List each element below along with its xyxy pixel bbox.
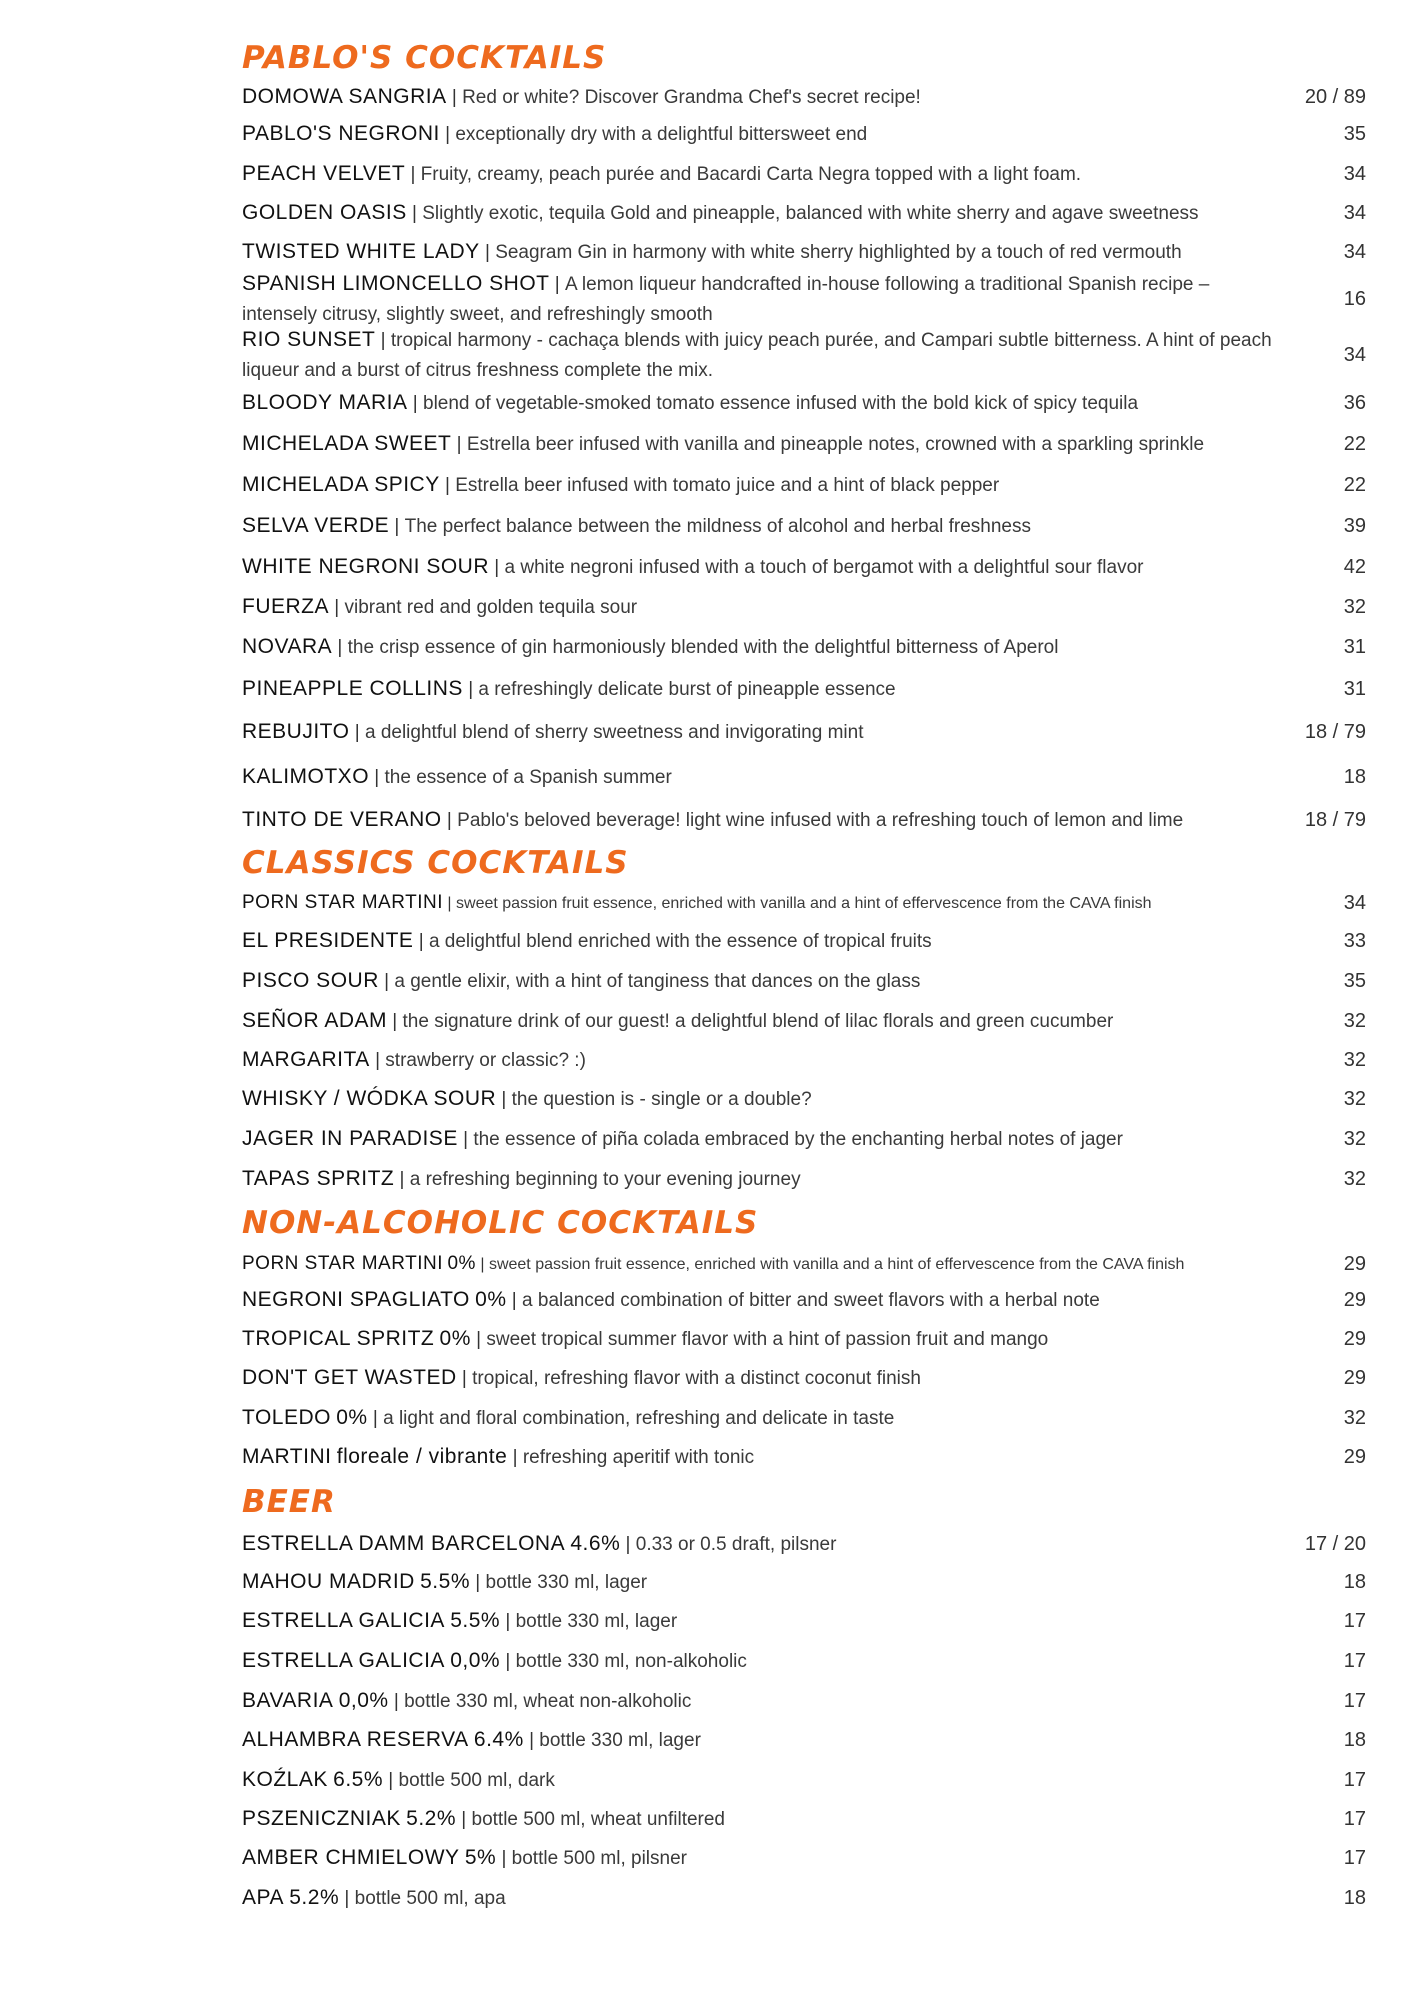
item-description: tropical harmony - cachaça blends with juicy peach purée, and Campari subtle bitterness. A hint of peach liqueur and a burst of citrus freshness complete the mix. <box>242 330 1272 381</box>
item-description: a balanced combination of bitter and sweet flavors with a herbal note <box>522 1290 1100 1311</box>
separator: | <box>339 1887 355 1909</box>
menu-item <box>242 1562 1372 1602</box>
item-description: a light and floral combination, refreshing and delicate in taste <box>383 1407 895 1429</box>
item-name: BLOODY MARIA <box>242 391 408 414</box>
item-price: 18 <box>1343 766 1366 788</box>
item-name: JAGER IN PARADISE <box>242 1126 458 1150</box>
item-text <box>242 762 1286 793</box>
item-price: 32 <box>1343 1088 1366 1110</box>
item-description: 0.33 or 0.5 draft, pilsner <box>635 1534 837 1555</box>
item-price: 31 <box>1343 677 1366 700</box>
menu-item <box>242 1041 1372 1080</box>
item-price: 17 / 20 <box>1304 1533 1366 1555</box>
menu-item <box>242 627 1372 668</box>
item-text <box>242 1843 1286 1874</box>
item-name-extra: floreale / vibrante <box>336 1445 508 1468</box>
item-price: 18 / 79 <box>1304 809 1366 831</box>
menu-item <box>242 1398 1372 1438</box>
separator: | <box>451 433 467 455</box>
item-name: KALIMOTXO <box>242 765 370 788</box>
item-description: blend of vegetable-smoked tomato essence infused with the bold kick of spicy tequila <box>423 393 1139 414</box>
item-name: PSZENICZNIAK <box>242 1807 401 1830</box>
section-title: PABLO'S COCKTAILS <box>242 40 607 76</box>
item-text <box>242 1606 1286 1637</box>
item-text <box>242 1006 1286 1037</box>
item-text <box>242 1285 1286 1316</box>
separator: | <box>456 1809 472 1830</box>
item-description: a refreshingly delicate burst of pineapple essence <box>478 678 896 700</box>
item-text <box>242 674 1286 705</box>
item-text <box>242 1249 1286 1280</box>
item-name-extra: 5.2% <box>406 1807 457 1830</box>
item-description: bottle 330 ml, lager <box>515 1611 678 1632</box>
menu-item <box>242 885 1372 921</box>
item-description: bottle 500 ml, pilsner <box>511 1848 687 1869</box>
separator: | <box>375 330 391 351</box>
menu-item <box>242 1878 1372 1918</box>
item-price: 29 <box>1343 1252 1366 1275</box>
item-description: tropical, refreshing flavor with a distinct coconut finish <box>472 1368 921 1389</box>
menu-item <box>242 1359 1372 1398</box>
item-name: DOMOWA SANGRIA <box>242 84 447 108</box>
separator: | <box>378 970 395 992</box>
item-name: ESTRELLA GALICIA <box>242 1648 445 1672</box>
item-text <box>242 1567 1286 1598</box>
item-description: a delightful blend enriched with the essence of tropical fruits <box>428 930 932 952</box>
item-text <box>242 511 1286 542</box>
item-text <box>242 1403 1286 1434</box>
item-description: bottle 500 ml, dark <box>398 1769 555 1791</box>
menu-item <box>242 1721 1372 1760</box>
item-text <box>242 470 1286 501</box>
item-price: 32 <box>1343 1009 1366 1032</box>
item-price: 34 <box>1343 163 1366 185</box>
item-price: 35 <box>1343 969 1366 992</box>
item-text <box>242 1646 1286 1677</box>
item-text <box>242 1045 1286 1076</box>
item-name-extra: 0% <box>475 1288 507 1311</box>
item-name: PORN STAR MARTINI <box>242 891 443 913</box>
item-description: a delightful blend of sherry sweetness and invigorating mint <box>364 722 864 743</box>
menu-item <box>242 155 1372 194</box>
item-price: 29 <box>1343 1446 1366 1468</box>
menu-item <box>242 1527 1372 1562</box>
item-price: 32 <box>1343 1127 1366 1150</box>
item-text <box>242 1804 1286 1835</box>
menu-item <box>242 1119 1372 1159</box>
menu-item <box>242 1641 1372 1681</box>
item-text <box>242 592 1286 623</box>
item-price: 17 <box>1343 1610 1366 1632</box>
item-description: bottle 330 ml, wheat non-alkoholic <box>404 1690 692 1712</box>
item-text <box>242 552 1286 583</box>
separator: | <box>475 1255 489 1273</box>
separator: | <box>349 722 365 743</box>
menu-item <box>242 423 1372 465</box>
item-price: 29 <box>1343 1328 1366 1350</box>
separator: | <box>329 597 345 618</box>
menu-item <box>242 1800 1372 1839</box>
item-name: ALHAMBRA RESERVA <box>242 1728 469 1751</box>
item-price: 22 <box>1343 474 1366 496</box>
item-name-extra: 5% <box>464 1846 497 1869</box>
item-price: 18 <box>1343 1729 1366 1751</box>
separator: | <box>369 1050 386 1071</box>
separator: | <box>387 1010 403 1032</box>
item-price: 16 <box>1343 288 1366 310</box>
item-description: the essence of a Spanish summer <box>384 767 672 788</box>
item-name-extra: 0% <box>439 1327 471 1350</box>
separator: | <box>620 1534 636 1555</box>
menu-item <box>242 1839 1372 1878</box>
item-name-extra: 4.6% <box>570 1532 621 1555</box>
item-price: 32 <box>1343 1049 1366 1071</box>
item-name: ESTRELLA DAMM BARCELONA <box>242 1532 566 1555</box>
item-price: 32 <box>1343 1406 1366 1429</box>
separator: | <box>367 1407 384 1429</box>
item-name: PISCO SOUR <box>242 968 379 992</box>
item-name: PEACH VELVET <box>242 162 406 185</box>
menu-item <box>242 588 1372 627</box>
item-name: SELVA VERDE <box>242 514 390 537</box>
menu-item <box>242 272 1372 327</box>
item-price: 18 / 79 <box>1304 721 1366 743</box>
separator: | <box>407 393 423 414</box>
item-price: 32 <box>1343 1167 1366 1190</box>
item-description: a white negroni infused with a touch of bergamot with a delightful sour flavor <box>504 557 1144 578</box>
item-price: 35 <box>1343 123 1366 145</box>
separator: | <box>496 1848 512 1869</box>
item-text <box>242 1883 1286 1914</box>
item-description: sweet passion fruit essence, enriched with vanilla and a hint of effervescence from the CAVA finish <box>456 894 1152 912</box>
item-price: 29 <box>1343 1367 1366 1389</box>
menu-item <box>242 327 1372 384</box>
item-description: the crisp essence of gin harmoniously blended with the delightful bitterness of Aperol <box>347 637 1059 658</box>
item-name-extra: 0% <box>336 1405 368 1429</box>
item-name: TOLEDO <box>242 1405 331 1429</box>
item-price: 18 <box>1343 1570 1366 1593</box>
separator: | <box>479 242 496 263</box>
separator: | <box>500 1650 516 1672</box>
separator: | <box>383 1769 399 1791</box>
item-text <box>242 1164 1286 1195</box>
item-text <box>242 717 1286 748</box>
item-name-extra: 5.5% <box>450 1609 501 1632</box>
item-name: TAPAS SPRITZ <box>242 1166 395 1190</box>
item-text <box>242 1725 1286 1756</box>
separator: | <box>442 894 457 912</box>
item-price: 18 <box>1343 1886 1366 1909</box>
item-name: PORN STAR MARTINI <box>242 1252 443 1274</box>
separator: | <box>369 767 385 788</box>
item-text <box>242 1363 1286 1394</box>
item-price: 32 <box>1343 596 1366 618</box>
item-name-extra: 0,0% <box>338 1688 389 1712</box>
item-name-extra: 6.4% <box>473 1728 524 1751</box>
item-name: TROPICAL SPRITZ <box>242 1327 435 1350</box>
item-description: bottle 330 ml, lager <box>539 1730 701 1751</box>
item-text <box>242 632 1286 663</box>
item-price: 31 <box>1343 636 1366 658</box>
item-name: KOŹLAK <box>242 1767 328 1791</box>
item-price: 34 <box>1343 202 1366 224</box>
item-description: vibrant red and golden tequila sour <box>344 597 638 618</box>
item-name-extra: 5.5% <box>420 1569 470 1593</box>
item-name: WHISKY / WÓDKA SOUR <box>242 1087 497 1110</box>
item-name: PINEAPPLE COLLINS <box>242 676 463 700</box>
separator: | <box>500 1611 516 1632</box>
item-description: Estrella beer infused with vanilla and pineapple notes, crowned with a sparkling sprinkle <box>466 433 1205 455</box>
item-name: REBUJITO <box>242 720 350 743</box>
item-text <box>242 429 1286 460</box>
item-description: the question is - single or a double? <box>511 1089 812 1110</box>
menu-item <box>242 1159 1372 1199</box>
item-name: MARGARITA <box>242 1048 370 1071</box>
menu-item <box>242 1438 1372 1477</box>
item-name: MICHELADA SPICY <box>242 473 440 496</box>
separator: | <box>406 203 423 224</box>
item-name: EL PRESIDENTE <box>242 928 414 952</box>
item-name: NOVARA <box>242 635 333 658</box>
menu-item <box>242 1247 1372 1281</box>
item-description: Slightly exotic, tequila Gold and pineapple, balanced with white sherry and agave sweetness <box>422 203 1199 224</box>
menu-item <box>242 547 1372 588</box>
menu-item <box>242 1681 1372 1721</box>
item-name-extra: 5.2% <box>289 1885 340 1909</box>
separator: | <box>462 678 479 700</box>
separator: | <box>446 86 463 108</box>
item-price: 17 <box>1343 1689 1366 1712</box>
item-name: MICHELADA SWEET <box>242 431 452 455</box>
item-name: MAHOU MADRID <box>242 1569 415 1593</box>
separator: | <box>439 124 456 145</box>
item-description: Seagram Gin in harmony with white sherry highlighted by a touch of red vermouth <box>495 242 1182 263</box>
separator: | <box>549 274 566 295</box>
menu-page <box>242 36 1372 1918</box>
item-description: the essence of piña colada embraced by the enchanting herbal notes of jager <box>473 1128 1123 1150</box>
item-description: bottle 330 ml, lager <box>485 1571 648 1593</box>
item-text <box>242 325 1286 386</box>
menu-item <box>242 506 1372 547</box>
separator: | <box>496 1089 512 1110</box>
item-name: FUERZA <box>242 595 329 618</box>
item-description: bottle 330 ml, non-alkoholic <box>515 1650 747 1672</box>
menu-item <box>242 1320 1372 1359</box>
separator: | <box>523 1730 540 1751</box>
item-price: 39 <box>1343 515 1366 537</box>
separator: | <box>457 1128 474 1150</box>
separator: | <box>332 637 348 658</box>
item-price: 36 <box>1343 392 1366 414</box>
item-name: GOLDEN OASIS <box>242 201 407 224</box>
item-text <box>242 1442 1286 1473</box>
item-text <box>242 966 1286 997</box>
menu-item <box>242 668 1372 710</box>
item-price: 22 <box>1343 432 1366 455</box>
item-name: RIO SUNSET <box>242 328 376 351</box>
menu-item <box>242 1760 1372 1800</box>
item-name-extra: 6.5% <box>333 1767 384 1791</box>
item-price: 34 <box>1343 241 1366 263</box>
item-description: Fruity, creamy, peach purée and Bacardi Carta Negra topped with a light foam. <box>420 164 1082 185</box>
menu-item <box>242 921 1372 961</box>
separator: | <box>470 1329 487 1350</box>
item-price: 17 <box>1343 1649 1366 1672</box>
item-name: APA <box>242 1885 284 1909</box>
item-description: a gentle elixir, with a hint of tanginess that dances on the glass <box>394 970 921 992</box>
item-text <box>242 1124 1286 1155</box>
separator: | <box>413 930 429 952</box>
separator: | <box>470 1571 486 1593</box>
item-description: the signature drink of our guest! a delightful blend of lilac florals and green cucumber <box>402 1010 1114 1032</box>
item-price: 34 <box>1343 891 1366 914</box>
separator: | <box>461 1368 473 1389</box>
item-description: bottle 500 ml, wheat unfiltered <box>471 1809 726 1830</box>
section-title: NON-ALCOHOLIC COCKTAILS <box>242 1205 759 1241</box>
separator: | <box>405 164 421 185</box>
item-description: A lemon liqueur handcrafted in-house following a traditional Spanish recipe – intensely citrusy, slightly sweet, and refreshingly smooth <box>242 274 1210 325</box>
item-name: MARTINI <box>242 1445 332 1468</box>
item-description: bottle 500 ml, apa <box>354 1887 506 1909</box>
menu-item <box>242 384 1372 423</box>
item-text <box>242 269 1286 330</box>
item-name: DON'T GET WASTED <box>242 1366 457 1389</box>
separator: | <box>394 1168 410 1190</box>
item-name: SPANISH LIMONCELLO SHOT <box>242 272 550 295</box>
item-name: ESTRELLA GALICIA <box>242 1609 445 1632</box>
separator: | <box>441 810 458 831</box>
item-description: exceptionally dry with a delightful bittersweet end <box>455 124 868 145</box>
menu-item <box>242 114 1372 155</box>
item-description: refreshing aperitif with tonic <box>522 1447 755 1468</box>
item-text <box>242 237 1286 268</box>
separator: | <box>507 1447 523 1468</box>
item-description: Red or white? Discover Grandma Chef's secret recipe! <box>462 86 921 108</box>
item-description: The perfect balance between the mildness of alcohol and herbal freshness <box>404 516 1031 537</box>
item-text <box>242 1324 1286 1355</box>
item-name: WHITE NEGRONI SOUR <box>242 555 490 578</box>
item-price: 33 <box>1343 929 1366 952</box>
item-text <box>242 82 1286 113</box>
item-price: 20 / 89 <box>1304 85 1366 108</box>
separator: | <box>389 516 405 537</box>
menu-item <box>242 1602 1372 1641</box>
item-text <box>242 1084 1286 1115</box>
item-text <box>242 198 1286 229</box>
menu-item <box>242 1281 1372 1320</box>
menu-item <box>242 80 1372 114</box>
item-name: NEGRONI SPAGLIATO <box>242 1288 470 1311</box>
menu-item <box>242 233 1372 272</box>
section-title: BEER <box>242 1484 336 1520</box>
item-name: SEÑOR ADAM <box>242 1008 388 1032</box>
item-description: sweet passion fruit essence, enriched with vanilla and a hint of effervescence from the CAVA finish <box>488 1255 1185 1273</box>
separator: | <box>506 1290 523 1311</box>
item-description: Estrella beer infused with tomato juice and a hint of black pepper <box>455 475 1000 496</box>
item-name: BAVARIA <box>242 1688 334 1712</box>
item-text <box>242 119 1286 150</box>
item-name: AMBER CHMIELOWY <box>242 1846 460 1869</box>
menu-item <box>242 1080 1372 1119</box>
item-name: PABLO'S NEGRONI <box>242 122 440 145</box>
item-description: Pablo's beloved beverage! light wine infused with a refreshing touch of lemon and lime <box>457 810 1184 831</box>
menu-item <box>242 465 1372 506</box>
item-text <box>242 388 1286 419</box>
item-text <box>242 805 1286 836</box>
menu-item <box>242 1001 1372 1041</box>
item-price: 34 <box>1343 344 1366 366</box>
item-name-extra: 0,0% <box>450 1648 501 1672</box>
menu-item <box>242 800 1372 841</box>
item-description: strawberry or classic? :) <box>385 1050 586 1071</box>
item-description: a refreshing beginning to your evening journey <box>409 1168 801 1190</box>
item-price: 17 <box>1343 1847 1366 1869</box>
menu-item <box>242 755 1372 800</box>
item-name: TINTO DE VERANO <box>242 808 442 831</box>
item-name: TWISTED WHITE LADY <box>242 240 480 263</box>
item-text <box>242 926 1286 957</box>
separator: | <box>439 475 456 496</box>
item-price: 29 <box>1343 1289 1366 1311</box>
menu-item <box>242 194 1372 233</box>
section-title: CLASSICS COCKTAILS <box>242 845 629 881</box>
separator: | <box>489 557 505 578</box>
menu-item <box>242 961 1372 1001</box>
item-name-extra: 0% <box>447 1252 476 1274</box>
item-description: sweet tropical summer flavor with a hint of passion fruit and mango <box>486 1329 1049 1350</box>
separator: | <box>388 1690 405 1712</box>
item-text <box>242 888 1286 919</box>
item-text <box>242 1686 1286 1717</box>
item-text <box>242 159 1286 190</box>
item-price: 42 <box>1343 556 1366 578</box>
item-text <box>242 1765 1286 1796</box>
menu-item <box>242 710 1372 755</box>
item-price: 17 <box>1343 1768 1366 1791</box>
item-text <box>242 1529 1286 1560</box>
item-price: 17 <box>1343 1808 1366 1830</box>
